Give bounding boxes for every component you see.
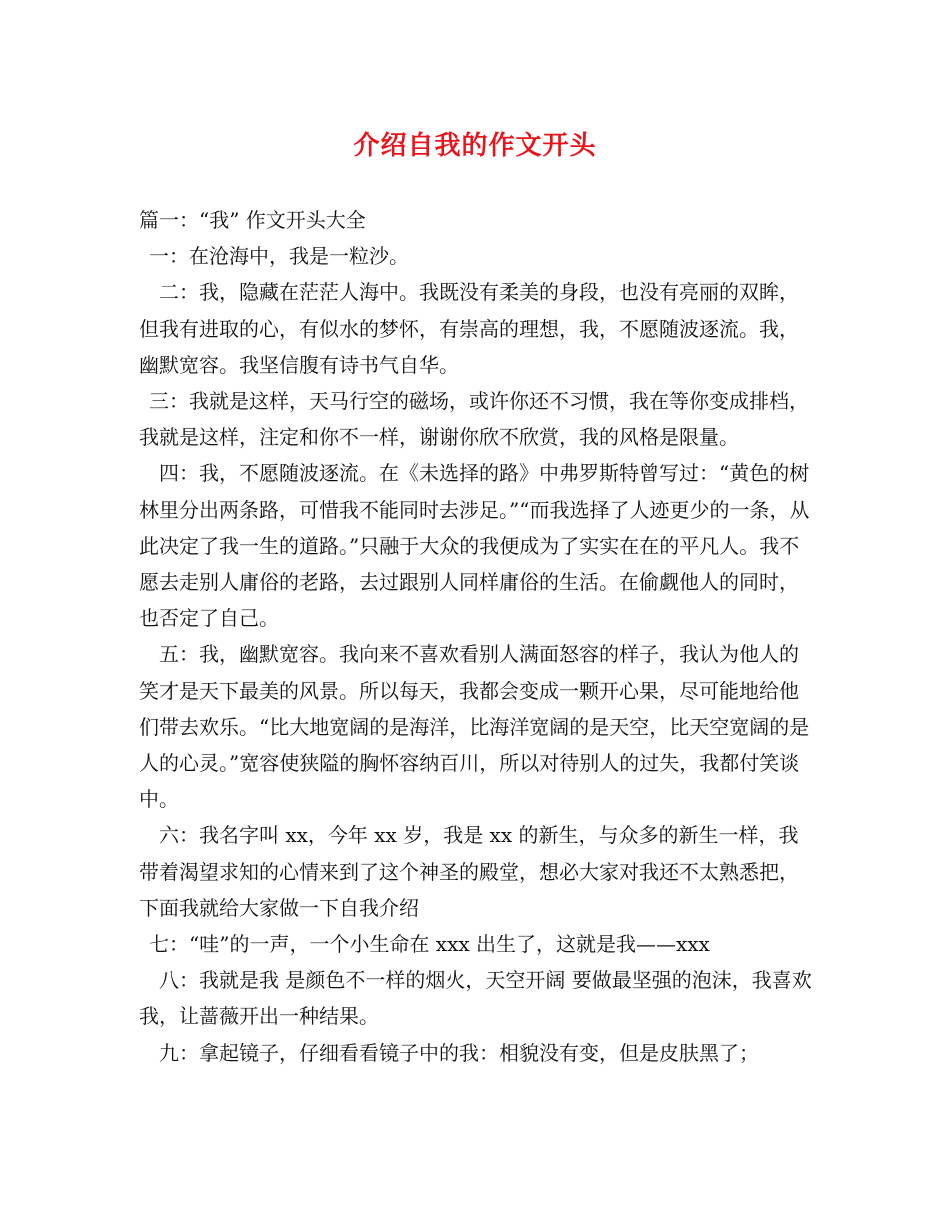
paragraph-6: 六：我名字叫 xx，今年 xx 岁，我是 xx 的新生，与众多的新生一样，我带着渴望求知的心情来到了这个神圣的殿堂，想必大家对我还不太熟悉把，下面我就给大家做一下自我介绍 — [139, 823, 799, 920]
paragraph-2: 二：我，隐藏在茫茫人海中。我既没有柔美的身段，也没有亮丽的双眸，但我有进取的心，有似水的梦怀，有崇高的理想，我，不愿随波逐流。我，幽默宽容。我坚信腹有诗书气自华。 — [139, 280, 799, 377]
paragraph-3: 三：我就是这样，天马行空的磁场，或许你还不习惯，我在等你变成排档，我就是这样，注定和你不一样，谢谢你欣不欣赏，我的风格是限量。 — [139, 389, 809, 450]
document-title: 介绍自我的作文开头 — [353, 131, 597, 161]
document-body — [139, 202, 814, 1071]
paragraph-7: 七：“哇”的一声，一个小生命在 xxx 出生了，这就是我——xxx — [149, 932, 710, 957]
paragraph-4: 四：我，不愿随波逐流。在《未选择的路》中弗罗斯特曾写过：“黄色的树林里分出两条路，可惜我不能同时去涉足。”“而我选择了人迹更少的一条，从此决定了我一生的道路。”只融于大众的我便成为了实实在在的平凡人。我不愿去走别人庸俗的老路，去过跟别人同样庸俗的生活。在偷觑他人的同时，也否定了自己。 — [139, 461, 810, 631]
paragraph-5: 五：我，幽默宽容。我向来不喜欢看别人满面怒容的样子，我认为他人的笑才是天下最美的风景。所以每天，我都会变成一颗开心果，尽可能地给他们带去欢乐。“比大地宽阔的是海洋，比海洋宽阔的是天空，比天空宽阔的是人的心灵。”宽容使狭隘的胸怀容纳百川，所以对待别人的过失，我都付笑谈中。 — [139, 642, 810, 812]
paragraph-1: 一：在沧海中，我是一粒沙。 — [149, 244, 409, 269]
paragraph-9: 九：拿起镜子，仔细看看镜子中的我：相貌没有变，但是皮肤黑了； — [159, 1040, 759, 1065]
paragraph-section-heading: 篇一：“我” 作文开头大全 — [139, 208, 366, 232]
paragraph-8: 八：我就是我 是颜色不一样的烟火，天空开阔 要做最坚强的泡沫，我喜欢我，让蔷薇开出一种结果。 — [139, 968, 812, 1029]
